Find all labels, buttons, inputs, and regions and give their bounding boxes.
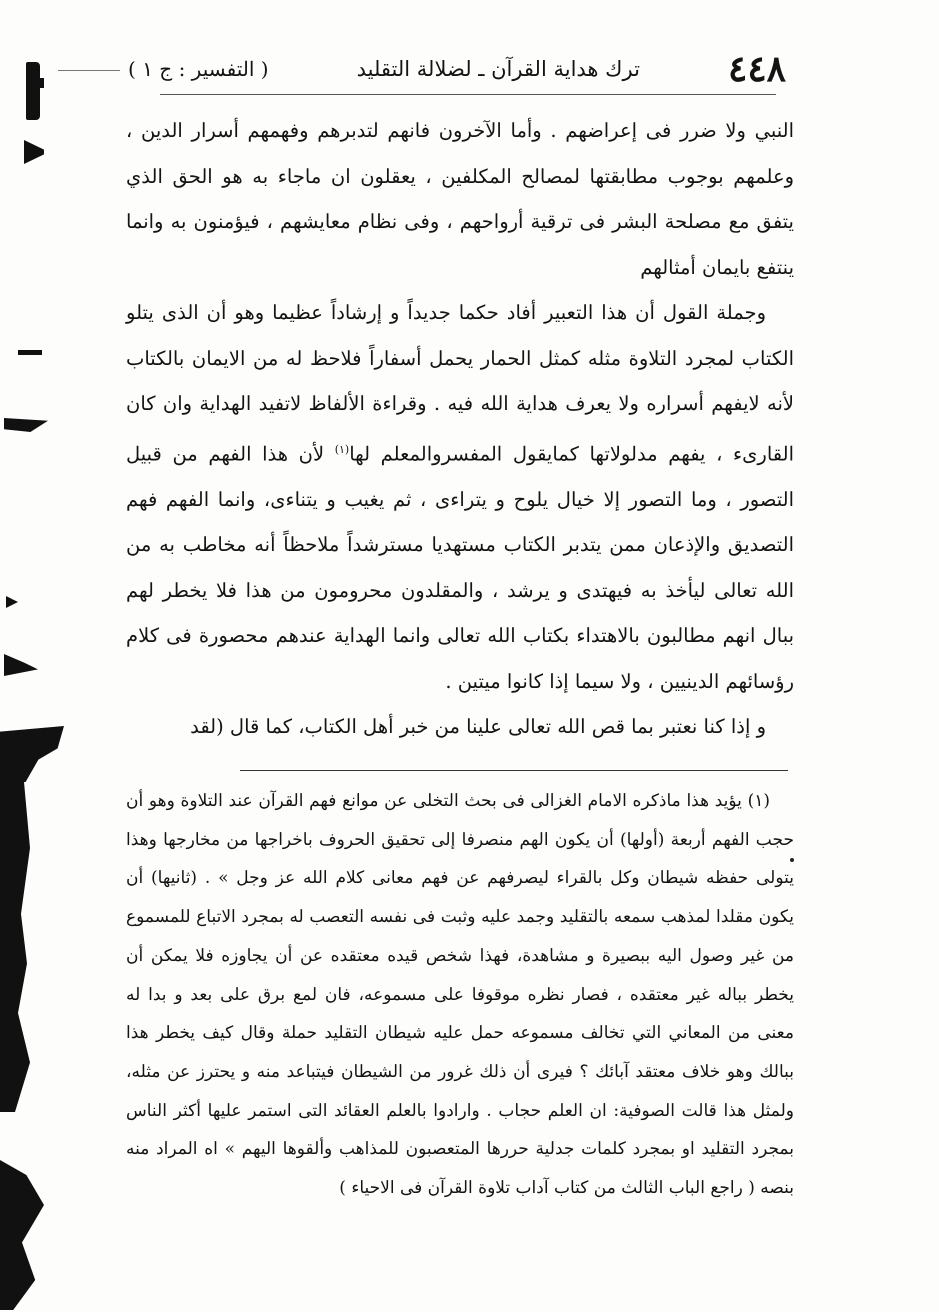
page-header [128, 44, 786, 94]
section-tag: ( التفسير : ج ١ ) [128, 57, 269, 81]
scan-mark [4, 418, 48, 432]
scan-mark [4, 654, 38, 676]
scan-mark [0, 726, 64, 782]
scan-mark [36, 78, 44, 88]
paragraph [126, 290, 794, 704]
footnote-ref: (١) [334, 442, 350, 456]
paragraph-text: لأن هذا الفهم من قبيل التصور ، وما التصور إلا خيال يلوح و يتراءى ، ثم يغيب و يتناءى، وانما الفهم فهم التصديق والإذعان ممن يتدبر الكتاب مستهديا مسترشداً ملاحظاً أنه مخاطب به من الله تعالى ليأخذ به فيهتدى و يرشد ، والمقلدون محرومون من هذا فلا يخطر لهم ببال انهم مطالبون بالاهتداء بكتاب الله تعالى وانما الهداية عندهم محصورة فى كلام رؤسائهم الدينيين ، ولا سيما إذا كانوا ميتين . [126, 442, 794, 693]
header-rule [160, 94, 776, 95]
paragraph-text: وجملة القول أن هذا التعبير أفاد حكما جديداً و إرشاداً عظيما وهو أن الذى يتلو الكتاب لمجرد التلاوة مثله كمثل الحمار يحمل أسفاراً فلاحظ له من الايمان بالكتاب لأنه لايفهم أسراره ولا يعرف هداية الله فيه . وقراءة الألفاظ لاتفيد الهداية وان كان القارىء ، يفهم مدلولاتها كمايقول المفسروالمعلم لها [126, 301, 794, 465]
footnote-rule [240, 770, 788, 771]
scan-mark [26, 62, 40, 120]
footnote-text: (١) يؤيد هذا ماذكره الامام الغزالى فى بحث التخلى عن موانع فهم القرآن عند التلاوة وهو أن حجب الفهم أربعة (أولها) أن يكون الهم منصرفا إلى تحقيق الحروف باخراجها من مخارجها وهذا يتولى حفظه شيطان وكل بالقراء ليصرفهم عن فهم معانى كلام الله عز وجل » . (ثانيها) أن يكون مقلدا لمذهب سمعه بالتقليد وجمد عليه وثبت فى نفسه التعصب له بمجرد الاتباع للمسموع من غير وصول اليه ببصيرة و مشاهدة، فهذا شخص قيده معتقده عن أن يجاوزه فلا يمكن أن يخطر بباله غير معتقده ، فصار نظره موقوفا على مسموعه، فان لمع برق على بعد و بدا له معنى من المعاني التي تخالف مسموعه حمل عليه شيطان التقليد حملة وقال كيف يخطر هذا ببالك وهو خلاف معتقد آبائك ؟ فيرى أن ذلك غرور من الشيطان فيتباعد منه و يحترز عن مثله، ولمثل هذا قالت الصوفية: ان العلم حجاب . وارادوا بالعلم العقائد التى استمر عليها أكثر الناس بمجرد التقليد او بمجرد كلمات جدلية حررها المتعصبون للمذاهب وألقوها اليهم » اه المراد منه بنصه ( راجع الباب الثالث من كتاب آداب تلاوة القرآن فى الاحياء ) [126, 791, 794, 1199]
page-number: ٤٤٨ [727, 48, 786, 90]
scan-dash [58, 70, 120, 71]
scan-mark [18, 350, 42, 355]
main-text [126, 108, 794, 750]
paragraph: و إذا كنا نعتبر بما قص الله تعالى علينا من خبر أهل الكتاب، كما قال (لقد [190, 715, 766, 738]
running-title: ترك هداية القرآن ـ لضلالة التقليد [356, 57, 640, 81]
scan-mark [0, 782, 30, 1112]
scan-mark [6, 596, 18, 608]
paragraph: النبي ولا ضرر فى إعراضهم . وأما الآخرون فانهم لتدبرهم وفهمهم أسرار الدين ، وعلمهم بوجوب مطابقتها لمصالح المكلفين ، يعقلون ان ماجاء به هو الحق الذي يتفق مع مصلحة البشر فى ترقية أرواحهم ، وفى نظام معايشهم ، فيؤمنون به وانما ينتفع بايمان أمثالهم [126, 119, 794, 279]
scan-mark [24, 140, 44, 164]
footnote [126, 782, 794, 1208]
scan-mark [0, 1160, 44, 1310]
